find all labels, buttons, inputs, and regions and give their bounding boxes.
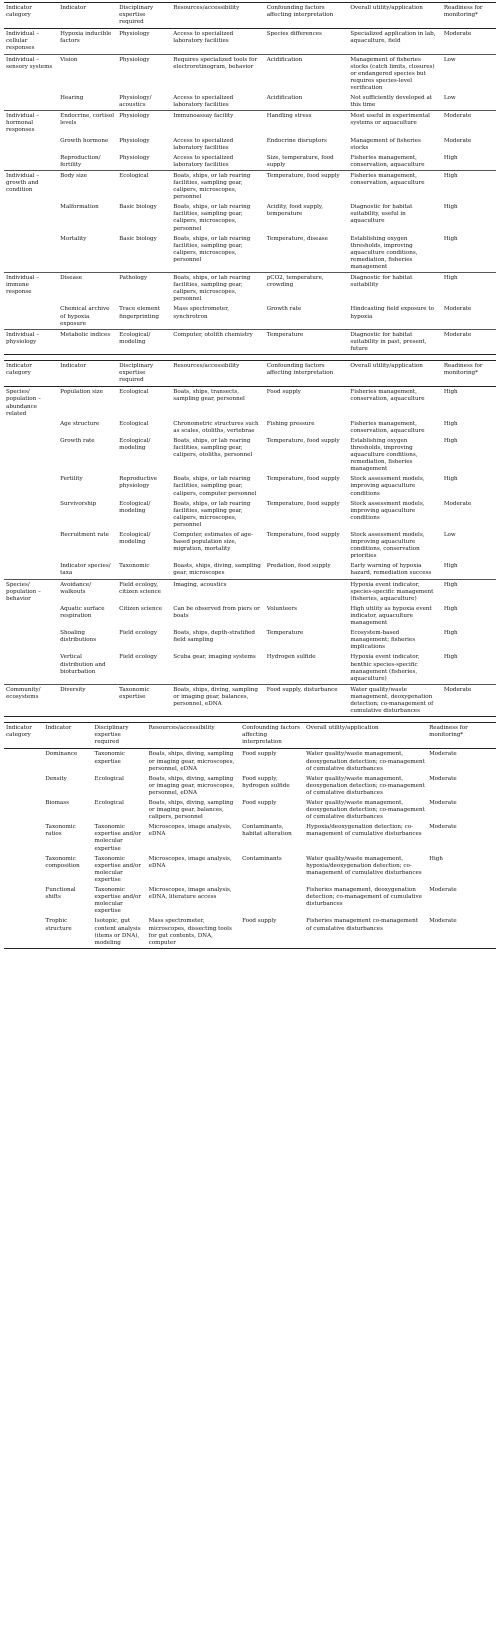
table-row [4,916,496,948]
table-cell: Boasts, ships, diving, sampling gear, microscopes [173,563,261,577]
table-cell: Basic biology [119,204,157,211]
table-cell: Fertility [60,476,83,483]
table-row [4,684,496,716]
table-cell: Recruitment rate [60,532,109,538]
table-cell: Ecological/ modeling [117,329,171,354]
table-cell: Moderate [443,306,472,313]
table-cell: Acidification [265,54,349,93]
table-cell: Individual – immune response [4,273,58,305]
table-cell: Taxonomic expertise and/or molecular expertise [94,824,142,852]
table-cell: Temperature, food supply [265,170,349,202]
table-cell: Imaging, acoustics [171,579,264,604]
table-cell: Establishing oxygen thresholds, improving aquaculture conditions, remediation, fisheries management [350,235,418,270]
column-header: Indicator category [4,361,58,387]
table-cell [4,474,58,498]
table-cell: Food supply, disturbance [265,684,349,716]
table-cell [4,419,58,436]
table-cell: Boats, ships, or lab rearing facilities, sampling gear, calipers, microscopes, personnel [173,500,251,528]
table-cell: Computer, otolith chemistry [171,329,264,354]
table-cell [4,436,58,474]
table-cell: Fisheries management, conservation, aquaculture [350,389,425,403]
table-cell: Water quality/waste management, deoxygenation detection; co-management of cumulative disturbances [306,800,425,821]
column-header: Resources/accessibility [171,3,264,29]
table-cell: Physiology [119,137,150,144]
table-row [4,93,496,111]
table-cell: Indicator species/ taxa [60,563,111,577]
table-cell: Isotopic, gut content analysis (items or DNA), modeling [93,916,147,948]
table-cell: Fisheries management, deoxygenation detection; co-management of cumulative disturbances [306,887,422,908]
column-header: Disciplinary expertise required [117,3,171,29]
table-cell: Acidity, food supply, temperature [266,204,324,218]
table-cell: Ecological [94,775,124,782]
table-row [4,202,496,233]
table-cell: Moderate [443,137,472,144]
table-cell: Can be observed from piers or boats [173,605,260,619]
table-row [4,530,496,561]
column-header: Resources/accessibility [147,723,240,749]
table-cell: Volunteers [266,605,298,612]
table-cell: Individual – sensory systems [4,54,58,93]
table-row [4,329,496,354]
table-cell: Metabolic indices [58,329,117,354]
table-cell [4,136,58,153]
table-cell: Taxonomic composition [45,855,80,869]
indicator-tables [4,2,496,949]
table-cell: Boats, ships, transects, sampling gear, personnel [173,389,245,403]
table-row [4,499,496,530]
table-row [4,798,496,822]
table-row [4,54,496,93]
table-cell [4,798,43,822]
table-row [4,628,496,652]
table-cell: Boats, ships, or lab rearing facilities, sampling gear, calipers, microscopes, personnel [171,273,264,305]
table-cell: Survivorship [60,500,97,507]
column-header: Readiness for monitoring* [442,361,496,387]
table-cell: Boats, ships, or lab rearing facilities, sampling gear, calipers, microscopes, personnel [171,170,264,202]
table-cell [4,885,43,916]
indicator-table-part-3 [4,722,496,949]
table-cell: Management of fisheries stocks (catch limits, closures) or endangered species but requires species-level verification [348,54,441,93]
table-cell: Taxonomic expertise and/or molecular expertise [94,855,142,883]
table-cell [4,854,43,885]
table-cell: Moderate [442,111,496,136]
table-cell: High [443,389,458,396]
table-cell: Boats, ships, or lab rearing facilities, sampling gear, calipers, computer personnel [173,476,257,497]
table-cell: Moderate [427,916,496,948]
table-cell: Physiology [117,54,171,93]
table-cell: Access to specialized laboratory facilities [173,95,234,109]
table-cell: Ecological/ modeling [119,532,151,546]
table-cell: Chemical archive of hypoxia exposure [60,306,110,327]
table-header-row [4,361,496,387]
table-cell [4,561,58,579]
table-cell: High [443,154,458,161]
table-cell: Hypoxia event indicator, species-specific management (fisheries, aquaculture) [348,579,441,604]
table-cell: Species/ population – behavior [4,579,58,604]
table-cell: Boats, ships, diving, sampling or imaging gear, microscopes, personnel, eDNA [148,775,235,796]
table-cell: Immunoassay facility [171,111,264,136]
table-cell: Density [45,775,67,782]
table-row [4,29,496,54]
table-cell: Low [442,54,496,93]
table-cell [265,579,349,604]
table-cell: Body size [58,170,117,202]
table-cell: Moderate [429,800,457,806]
table-cell: Individual – hormonal responses [4,111,58,136]
table-cell: Ecological/ modeling [119,437,151,451]
table-cell: Mass spectrometer, microscopes, dissecting tools for gut contents, DNA, computer [147,916,240,948]
table-cell: Physiology [119,154,150,161]
table-row [4,749,496,774]
table-cell: Endocrine, cortisol levels [58,111,117,136]
table-cell: Functional shifts [45,887,76,901]
table-cell: Low [443,532,456,538]
table-cell: Management of fisheries stocks [350,137,421,151]
table-row [4,419,496,436]
table-row [4,153,496,171]
table-cell: Fisheries management, conservation, aquaculture [350,154,425,168]
column-header: Overall utility/application [348,3,441,29]
table-cell [4,153,58,171]
table-cell: High [443,437,458,444]
table-cell: Age structure [60,420,100,427]
table-cell [4,749,43,774]
table-cell: Scuba gear, imaging systems [173,654,256,661]
table-cell: Requires specialized tools for electroretinogram, behavior [171,54,264,93]
table-cell: Ecological [94,800,124,806]
table-cell: Moderate [442,329,496,354]
table-cell: Individual – growth and condition [4,170,58,202]
table-row [4,387,496,419]
table-cell: Computer, estimates of age-based population size, migration, mortality [173,532,253,553]
table-cell: High [443,235,458,242]
column-header: Indicator category [4,3,58,29]
table-row [4,474,496,498]
table-cell: Temperature, food supply [266,500,340,507]
table-cell: Growth hormone [60,137,109,144]
table-cell: Microscopes, image analysis, eDNA [148,855,232,869]
table-cell: Reproduction/ fertility [60,154,101,168]
table-cell: Shoaling distributions [60,630,97,644]
table-row [4,234,496,273]
table-cell: Access to specialized laboratory facilities [173,154,234,168]
indicator-table-part-2 [4,360,496,717]
table-cell: Malformation [60,204,99,211]
table-cell: Taxonomic expertise [94,751,125,765]
table-cell: Water quality/waste management, deoxygenation detection; co-management of cumulative disturbances [306,751,425,772]
table-cell [4,93,58,111]
table-cell: Avoidance/ walkouts [58,579,117,604]
table-row [4,579,496,604]
table-cell: Microscopes, image analysis, eDNA [148,824,232,838]
table-header-row [4,3,496,29]
table-cell: High [442,170,496,202]
table-cell: Temperature, food supply [266,437,340,444]
table-cell: Access to specialized laboratory facilities [173,137,234,151]
table-cell: Handling stress [265,111,349,136]
table-cell: Vision [58,54,117,93]
table-cell: Hindcasting field exposure to hypoxia [350,306,434,320]
table-cell: Hypoxia inducible factors [60,31,112,45]
table-row [4,111,496,136]
table-row [4,561,496,579]
table-cell [4,604,58,628]
table-cell: Physiology/ acoustics [119,95,152,109]
column-header: Confounding factors affecting interpretation [265,361,349,387]
table-cell: Moderate [429,775,457,782]
table-cell: Stock assessment models, improving aquaculture conditions, conservation priorities [350,532,425,560]
table-cell: Stock assessment models, improving aquaculture conditions [350,500,425,521]
table-cell: Physiology [117,111,171,136]
table-cell: Moderate [442,684,496,716]
table-cell [4,822,43,853]
table-cell: Boats, ships, diving, sampling or imaging gear, microscopes, personnel, eDNA [148,751,235,772]
table-cell: Individual – physiology [4,329,58,354]
table-row [4,854,496,885]
table-cell: Hypoxia/deoxygenation detection; co-management of cumulative disturbances [306,824,422,838]
table-cell: Moderate [443,31,472,38]
table-cell: Moderate [429,824,457,831]
table-cell: Boats, ships, diving, sampling or imaging gear, balances, calipers, personnel [148,800,234,821]
table-cell: Growth rate [266,306,302,313]
indicator-table-part-1 [4,2,496,355]
document-page [4,0,496,949]
table-header-row [4,723,496,749]
table-cell: Community/ ecosystems [4,684,58,716]
table-cell [4,916,43,948]
table-cell: Growth rate [60,437,95,444]
table-row [4,774,496,798]
table-cell [4,652,58,684]
table-cell: Field ecology [119,630,157,637]
table-cell: Species differences [266,31,322,38]
table-cell: Temperature [265,329,349,354]
table-cell: Ecological/ modeling [119,500,151,514]
table-cell: Food supply [266,389,301,396]
table-cell: Fisheries management, conservation, aquaculture [350,420,425,434]
table-cell: Water quality/waste management, deoxygenation detection; co-management of cumulative disturbances [348,684,441,716]
column-header: Readiness for monitoring* [442,3,496,29]
table-cell: Species/ population – abundance related [6,389,41,417]
table-cell: Boats, ships, or lab rearing facilities, sampling gear, calipers, otoliths, personnel [173,437,253,459]
table-cell: High [443,605,458,612]
table-cell [4,628,58,652]
table-cell: Food supply, hydrogen sulfide [242,775,290,789]
table-cell: Temperature, food supply [266,532,340,538]
column-header: Indicator [58,3,117,29]
table-cell: Diagnostic for habitat suitability [348,273,441,305]
table-cell: Boats, ships, depth-stratified field sampling [173,630,256,644]
table-row [4,136,496,153]
table-cell: Hearing [60,95,84,102]
table-cell: High [429,855,443,862]
table-cell: Ecological [119,389,149,396]
table-cell: High [443,204,458,211]
table-cell: Disease [58,273,117,305]
table-cell: Water quality/waste management, deoxygenation detection; co-management of cumulative disturbances [306,775,425,796]
table-cell: Ecosystem-based management; fisheries implications [350,630,416,651]
table-cell: Contaminants [242,855,282,862]
table-row [4,170,496,202]
table-cell: Field ecology [119,654,157,661]
table-cell: Diagnostic for habitat suitability, useful in aquaculture [350,204,413,225]
table-row [4,273,496,305]
table-cell: Pathology [117,273,171,305]
table-row [4,304,496,329]
column-header: Confounding factors affecting interpretation [265,3,349,29]
column-header: Resources/accessibility [171,361,264,387]
table-cell: Food supply [242,800,277,806]
table-row [4,604,496,628]
table-cell [4,234,58,273]
table-cell: Population size [60,389,104,396]
table-cell: High [442,579,496,604]
table-cell: Contaminants, habitat alteration [242,824,292,838]
column-header: Indicator [43,723,92,749]
table-cell: High [443,654,458,661]
column-header: Overall utility/application [304,723,427,749]
table-cell [240,885,304,916]
table-cell: Fisheries management, conservation, aquaculture [348,170,441,202]
table-cell: Boats, ships, diving, sampling or imaging gear, balances, personnel, eDNA [171,684,264,716]
table-cell: Fisheries management co-management of cumulative disturbances [304,916,427,948]
table-cell: Temperature, disease [266,235,328,242]
table-cell: Temperature, food supply [266,476,340,483]
table-cell: High utility as hypoxia event indicator, aquaculture management [350,605,432,627]
table-cell: Moderate [443,500,472,507]
table-row [4,436,496,474]
table-row [4,652,496,684]
table-cell: Individual – cellular responses [6,31,40,52]
table-cell: Food supply [240,916,304,948]
table-cell [4,202,58,233]
table-cell: Aquatic surface respiration [60,605,105,619]
table-cell: Fishing pressure [266,420,315,427]
table-cell: Specialized application in lab, aquaculture, field [350,31,436,45]
column-header: Disciplinary expertise required [93,723,147,749]
table-cell: Trophic structure [43,916,92,948]
table-cell: Biomass [45,800,70,806]
column-header: Overall utility/application [348,361,441,387]
table-cell: Early warning of hypoxia hazard, remediation success [350,563,432,577]
table-cell: Vertical distribution and bioturbation [60,654,106,675]
table-cell: Microscopes, image analysis, eDNA, literature access [148,887,232,901]
table-cell: Field ecology, citizen science [117,579,171,604]
column-header: Indicator [58,361,117,387]
column-header: Indicator category [4,723,43,749]
table-cell: Dominance [45,751,78,758]
table-cell [4,774,43,798]
table-cell: Taxonomic expertise and/or molecular expertise [94,887,142,915]
table-cell: Most useful in experimental systems or aquaculture [348,111,441,136]
table-cell: Moderate [429,887,457,894]
table-cell [4,304,58,329]
table-cell: Size, temperature, food supply [266,154,334,168]
table-cell: Diversity [58,684,117,716]
table-cell: Establishing oxygen thresholds, improving aquaculture conditions, remediation, fisheries management [350,437,418,473]
column-header: Readiness for monitoring* [427,723,496,749]
table-cell: Not sufficiently developed at this time [350,95,433,109]
table-cell: High [443,563,458,570]
table-cell: Taxonomic expertise [117,684,171,716]
table-cell: Chronometric structures such as scales, otoliths, vertebrae [173,420,259,434]
table-cell: Basic biology [119,235,157,242]
table-cell: Boats, ships, or lab rearing facilities, sampling gear, calipers, microscopes, personnel [173,204,251,232]
table-cell: Boats, ships, or lab rearing facilities, sampling gear, calipers, microscopes, personnel [173,235,251,263]
table-cell: Physiology [119,31,150,38]
table-cell: Predation, food supply [266,563,331,570]
table-cell: Acidification [266,95,303,102]
table-cell: High [443,630,458,637]
table-cell: High [443,476,458,483]
table-cell: Trace element fingerprinting [119,306,160,320]
table-cell: Endocrine disruptors [266,137,327,144]
table-cell: Water quality/waste management, hypoxia/deoxygenation detection; co-management of cumulative disturbances [306,855,422,876]
table-cell: Stock assessment models, improving aquaculture conditions [350,476,425,497]
table-cell: Taxonomic [119,563,150,570]
column-header: Disciplinary expertise required [117,361,171,387]
table-row [4,822,496,853]
table-cell [4,499,58,530]
table-cell: Citizen science [119,605,163,612]
table-cell: pCO2, temperature, crowding [265,273,349,305]
table-cell: Mass spectrometer, synchrotron [173,306,230,320]
table-row [4,885,496,916]
table-cell: Low [443,95,456,102]
table-cell: Moderate [429,751,457,758]
table-cell [4,530,58,561]
table-cell: Mortality [60,235,87,242]
table-cell: Reproductive physiology [119,476,158,490]
table-cell: Temperature [266,630,304,637]
table-cell: Ecological [119,420,149,427]
column-header: Confounding factors affecting interpretation [240,723,304,749]
table-cell: High [442,273,496,305]
table-cell: Access to specialized laboratory facilities [173,31,234,45]
table-cell: Hypoxia event indicator, benthic species-specific management (fisheries, aquaculture) [350,654,420,682]
table-cell: Diagnostic for habitat suitability in past, present, future [348,329,441,354]
table-cell: Hydrogen sulfide [266,654,316,661]
table-cell: Food supply [242,751,277,758]
table-cell: High [443,420,458,427]
table-cell: Ecological [117,170,171,202]
table-cell: Taxonomic ratios [45,824,76,838]
